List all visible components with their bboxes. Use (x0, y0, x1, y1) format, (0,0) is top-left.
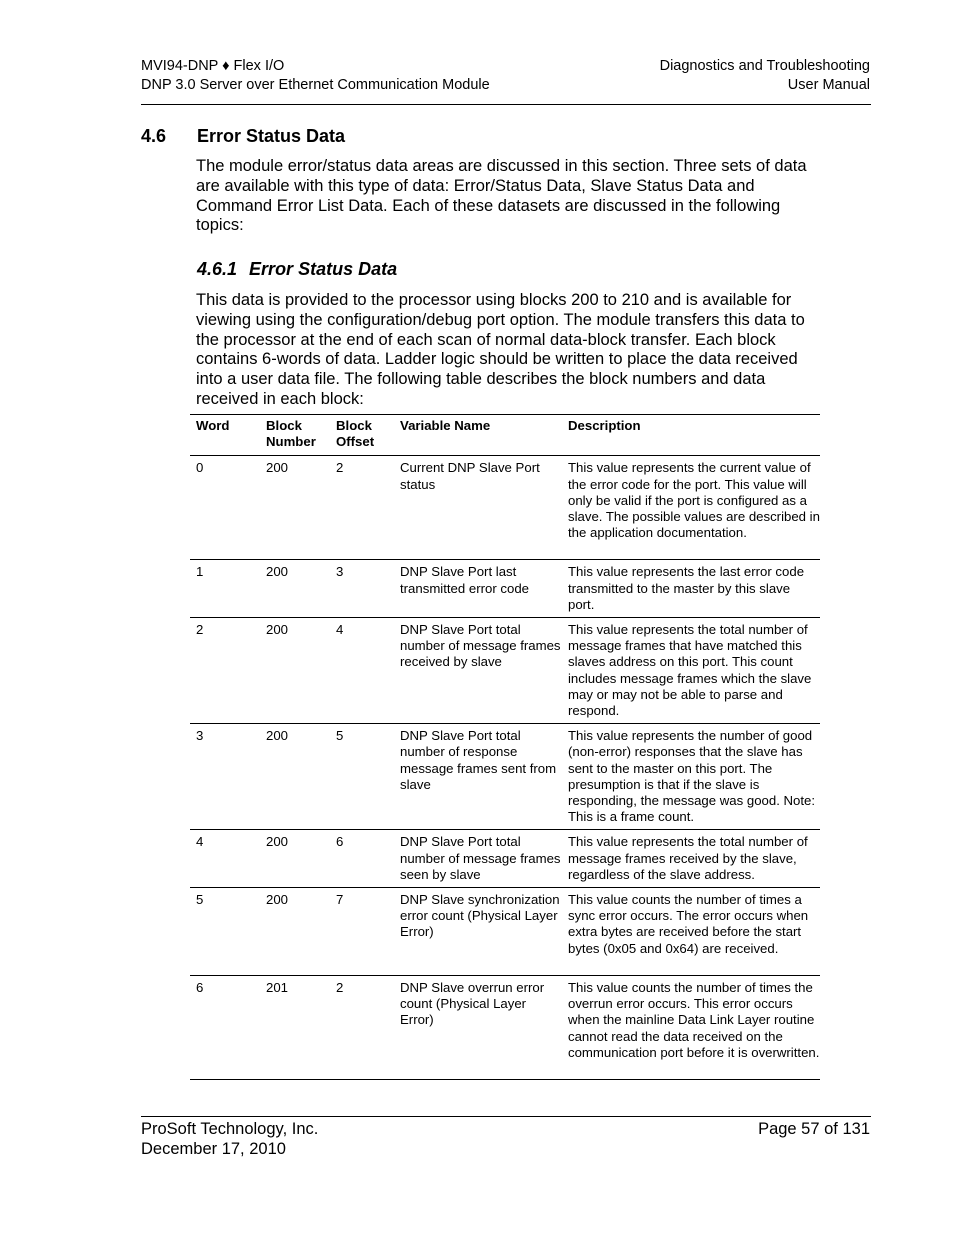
table-row (190, 976, 820, 1080)
cell-word: 1 (196, 564, 204, 580)
cell-description: This value represents the last error code transmitted to the master by this slave port. (568, 564, 805, 612)
table-row (190, 830, 820, 888)
col-header-block-offset: Block Offset (336, 418, 375, 450)
cell-block-number: 200 (266, 834, 289, 850)
cell-block-offset: 6 (336, 834, 344, 850)
col-header-word: Word (196, 418, 230, 433)
table-header-row (190, 415, 820, 456)
cell-description: This value represents the total number of message frames that have matched this slaves address on this port. This count includes message frames which the slave may or may not be able to parse and respond. (568, 622, 812, 719)
cell-variable-name: DNP Slave overrun error count (Physical Layer Error) (400, 980, 545, 1028)
cell-variable-name: DNP Slave Port total number of response message frames sent from slave (400, 728, 557, 792)
cell-block-number: 200 (266, 892, 289, 908)
cell-description: This value represents the total number of message frames received by the slave, regardless of the slave address. (568, 834, 808, 882)
col-header-variable-name: Variable Name (400, 418, 491, 433)
cell-variable-name: DNP Slave Port last transmitted error code (400, 564, 529, 596)
cell-description: This value counts the number of times a sync error occurs. The error occurs when extra bytes are received before the start bytes (0x05 and 0x64) are received. (568, 892, 809, 956)
cell-variable-name: DNP Slave Port total number of message frames seen by slave (400, 834, 561, 882)
footer-left (141, 1119, 318, 1159)
cell-block-number: 200 (266, 622, 289, 638)
cell-block-number: 200 (266, 460, 289, 476)
cell-variable-name: DNP Slave synchronization error count (Physical Layer Error) (400, 892, 560, 940)
cell-block-offset: 5 (336, 728, 344, 744)
header-product: MVI94-DNP ♦ Flex I/O (141, 58, 285, 74)
section-paragraph: The module error/status data areas are discussed in this section. Three sets of data are available with this type of data: Error/Status Data, Slave Status Data and Command Error List Data. Each of these datasets are discussed in the following topics: (196, 157, 807, 235)
cell-block-offset: 4 (336, 622, 344, 638)
subsection-paragraph: This data is provided to the processor using blocks 200 to 210 and is available for viewing using the configuration/debug port option. The module transfers this data to the processor at the end of each scan of normal data-block transfer. Each block contains 6-words of data. Ladder logic should be written to place the data received into a user data file. The following table describes the block numbers and data received in each block: (196, 291, 805, 408)
cell-word: 4 (196, 834, 204, 850)
cell-word: 0 (196, 460, 204, 476)
footer-date: December 17, 2010 (141, 1140, 286, 1158)
section-number: 4.6 (141, 126, 167, 146)
cell-block-offset: 7 (336, 892, 344, 908)
table-row (190, 456, 820, 560)
cell-description: This value represents the number of good (non-error) responses that the slave has sent to the master on this port. The presumption is that if the slave is responding, the message was good. Note: This is a frame count. (568, 728, 816, 825)
cell-word: 3 (196, 728, 204, 744)
cell-description: This value counts the number of times the overrun error occurs. This error occurs when the mainline Data Link Layer routine cannot read the data received on the communication port before it is overwritten. (568, 980, 820, 1060)
subsection-heading (197, 259, 397, 280)
col-header-block-number: Block Number (266, 418, 316, 450)
cell-block-offset: 2 (336, 980, 344, 996)
col-header-description: Description (568, 418, 641, 433)
cell-block-offset: 3 (336, 564, 344, 580)
cell-word: 6 (196, 980, 204, 996)
footer-company: ProSoft Technology, Inc. (141, 1120, 319, 1138)
header-chapter: Diagnostics and Troubleshooting (659, 58, 870, 74)
table-row (190, 888, 820, 976)
cell-variable-name: DNP Slave Port total number of message frames received by slave (400, 622, 561, 670)
header-module: DNP 3.0 Server over Ethernet Communication Module (141, 77, 490, 93)
footer-page-number: Page 57 of 131 (758, 1120, 870, 1138)
header-right (660, 57, 870, 95)
subsection-number: 4.6.1 (197, 259, 238, 279)
section-title: Error Status Data (197, 126, 346, 146)
cell-word: 2 (196, 622, 204, 638)
header-left (141, 57, 490, 95)
footer-divider (141, 1116, 871, 1117)
header-divider (141, 104, 871, 105)
subsection-title: Error Status Data (249, 259, 398, 279)
cell-block-number: 201 (266, 980, 289, 996)
cell-block-number: 200 (266, 728, 289, 744)
error-status-table (190, 414, 820, 1080)
table-row (190, 560, 820, 618)
cell-variable-name: Current DNP Slave Port status (400, 460, 540, 492)
cell-description: This value represents the current value of the error code for the port. This value will only be valid if the port is configured as a slave. The possible values are described in the application documentation. (568, 460, 820, 541)
table-row (190, 724, 820, 830)
cell-block-offset: 2 (336, 460, 344, 476)
cell-word: 5 (196, 892, 204, 908)
section-heading (141, 126, 345, 147)
header-doc-type: User Manual (787, 77, 870, 93)
table-row (190, 618, 820, 724)
cell-block-number: 200 (266, 564, 289, 580)
